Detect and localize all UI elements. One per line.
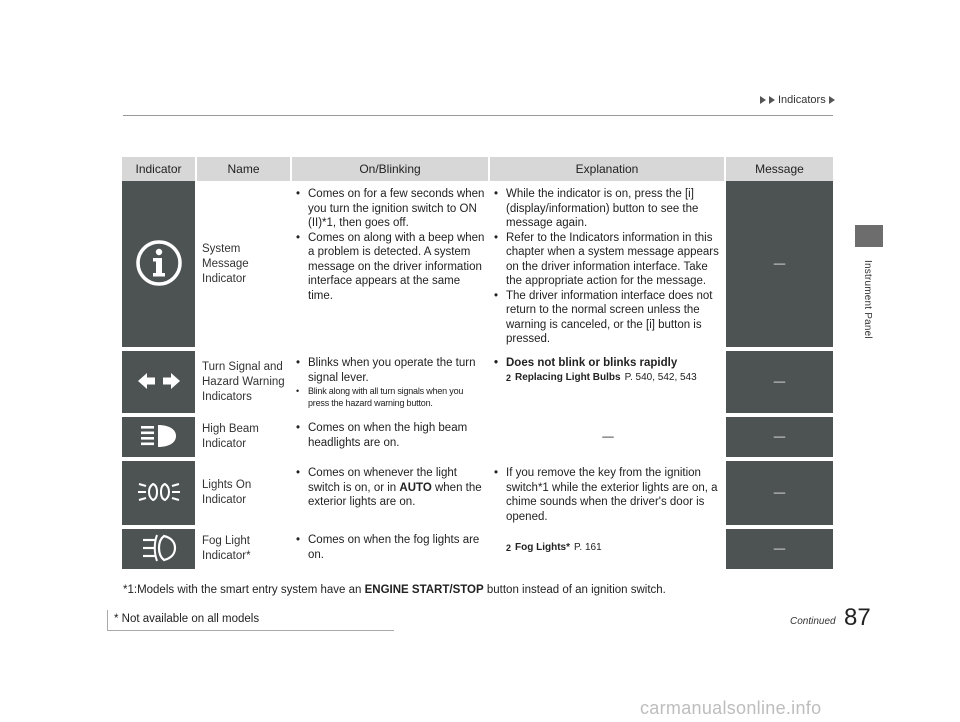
reference-arrow-icon: 2 <box>506 543 512 553</box>
column-header: Name <box>197 157 292 181</box>
fog-light-icon <box>139 533 179 563</box>
on-blinking-item: • Comes on along with a beep when a problem is detected. A system message on the driver information interface appears at the same time. <box>294 231 486 304</box>
not-available-note <box>114 613 259 625</box>
chapter-side-label <box>857 260 877 370</box>
column-header: Explanation <box>490 157 726 181</box>
indicator-cell <box>122 351 197 417</box>
footnote-text: button instead of an ignition switch. <box>486 584 666 596</box>
explanation-item: • Does not blink or blinks rapidly <box>492 356 722 371</box>
breadcrumb <box>760 94 835 106</box>
indicator-name: Lights On Indicator <box>197 461 292 529</box>
turn-signal-arrows-icon <box>136 370 182 392</box>
chapter-tab-marker <box>855 225 883 247</box>
table-row <box>122 351 833 417</box>
table-row <box>122 461 833 529</box>
reference-arrow-icon: 2 <box>506 372 512 383</box>
message-cell: — <box>726 181 833 351</box>
on-blinking-item: • Blinks when you operate the turn signal lever. <box>294 356 486 385</box>
table-row <box>122 181 833 351</box>
message-cell: — <box>726 461 833 529</box>
on-blinking-cell <box>292 417 490 461</box>
on-blinking-item: • Blink along with all turn signals when you press the hazard warning button. <box>294 385 486 409</box>
table-row <box>122 529 833 573</box>
lights-on-icon <box>136 478 182 506</box>
explanation-item: • The driver information interface does not return to the normal screen unless the warning is canceled, or the [i] button is pressed. <box>492 289 722 347</box>
explanation-cell <box>490 181 726 351</box>
explanation-item: • Refer to the Indicators information in this chapter when a system message appears on the driver information interface. Take the appropriate action for the message. <box>492 231 722 289</box>
explanation-cell <box>490 461 726 529</box>
not-available-text: * Not available on all models <box>114 613 260 625</box>
on-blinking-cell <box>292 461 490 529</box>
footnote-text: *1:Models with the smart entry system have an <box>123 584 362 596</box>
footer-box-edge <box>107 610 108 631</box>
footnote <box>123 584 666 596</box>
header-divider <box>123 115 833 116</box>
reference-label: Replacing Light Bulbs <box>515 371 621 383</box>
indicator-name: Turn Signal and Hazard Warning Indicators <box>197 351 292 417</box>
indicator-name: System Message Indicator <box>197 181 292 351</box>
indicator-cell <box>122 461 197 529</box>
continued-label: Continued <box>790 616 836 627</box>
breadcrumb-arrow-icon <box>760 96 766 104</box>
on-blinking-cell <box>292 351 490 417</box>
explanation-cell: — <box>490 417 726 461</box>
indicator-name: High Beam Indicator <box>197 417 292 461</box>
reference-label: Fog Lights* <box>515 542 571 553</box>
table-header-row <box>122 157 833 181</box>
column-header: On/Blinking <box>292 157 490 181</box>
on-blinking-text: when the exterior lights are on. <box>308 481 482 508</box>
explanation-cell <box>490 529 726 573</box>
info-circle-icon <box>134 238 184 288</box>
column-header: Message <box>726 157 833 181</box>
explanation-item: • While the indicator is on, press the [i] (display/information) button to see the message again. <box>492 187 722 231</box>
message-cell: — <box>726 417 833 461</box>
message-cell: — <box>726 351 833 417</box>
breadcrumb-arrow-icon <box>769 96 775 104</box>
on-blinking-text: Comes on whenever the light switch is on, or in <box>308 467 457 494</box>
on-blinking-cell <box>292 181 490 351</box>
chapter-side-label-text: Instrument Panel <box>862 260 873 339</box>
auto-mode-label: AUTO <box>399 481 432 494</box>
on-blinking-item <box>294 466 486 510</box>
reference-pages: P. 540, 542, 543 <box>624 371 697 383</box>
indicator-cell <box>122 417 197 461</box>
watermark: carmanualsonline.info <box>640 698 822 718</box>
page-number: 87 <box>844 604 871 631</box>
explanation-item: • If you remove the key from the ignition switch*1 while the exterior lights are on, a chime sounds when the driver's door is opened. <box>492 466 722 524</box>
indicator-cell <box>122 529 197 573</box>
cross-reference[interactable] <box>492 371 722 386</box>
reference-pages: P. 161 <box>574 542 602 553</box>
message-cell: — <box>726 529 833 573</box>
on-blinking-item: • Comes on when the high beam headlights are on. <box>294 421 486 450</box>
cross-reference[interactable] <box>506 541 722 556</box>
on-blinking-cell <box>292 529 490 573</box>
indicator-table <box>122 157 833 573</box>
breadcrumb-arrow-icon <box>829 96 835 104</box>
high-beam-icon <box>138 422 180 450</box>
column-header: Indicator <box>122 157 197 181</box>
indicator-cell <box>122 181 197 351</box>
on-blinking-item: • Comes on for a few seconds when you turn the ignition switch to ON (II)*1, then goes off. <box>294 187 486 231</box>
table-row <box>122 417 833 461</box>
explanation-cell <box>490 351 726 417</box>
breadcrumb-label: Indicators <box>778 94 826 106</box>
footnote-button-name: ENGINE START/STOP <box>364 584 484 596</box>
footer-box-bottom <box>108 630 394 631</box>
indicator-name: Fog Light Indicator* <box>197 529 292 573</box>
on-blinking-item: • Comes on when the fog lights are on. <box>294 533 486 562</box>
